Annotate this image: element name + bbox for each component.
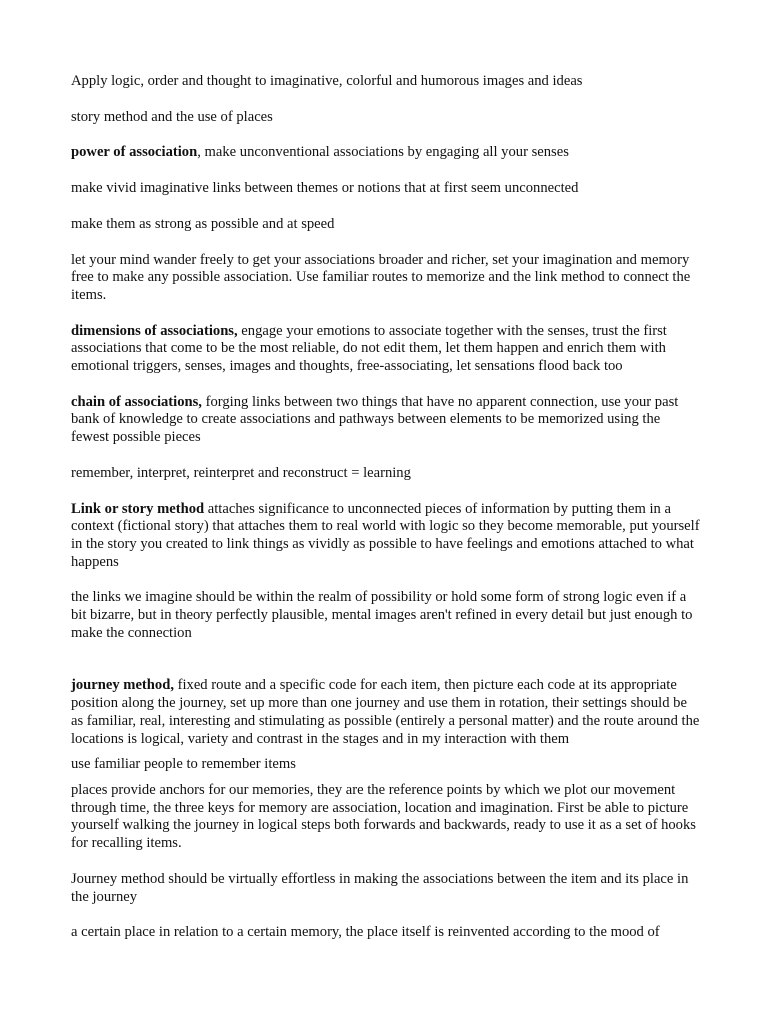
paragraph bbox=[71, 109, 701, 127]
paragraph-text: remember, interpret, reinterpret and reconstruct = learning bbox=[71, 464, 411, 481]
paragraph bbox=[71, 144, 701, 162]
paragraph-text: make vivid imaginative links between themes or notions that at first seem unconnected bbox=[71, 180, 579, 197]
paragraph-text: places provide anchors for our memories, they are the reference points by which we plot our movement through time, the three keys for memory are association, location and imagination. First be able to picture yourself walking the journey in logical steps both forwards and backwards, ready to use it as a set of hooks for recalling items. bbox=[71, 781, 696, 852]
paragraph-text: make them as strong as possible and at speed bbox=[71, 215, 335, 232]
paragraph bbox=[71, 180, 701, 198]
paragraph bbox=[71, 216, 701, 234]
paragraph-text: a certain place in relation to a certain memory, the place itself is reinvented according to the mood of bbox=[71, 924, 660, 941]
paragraph bbox=[71, 677, 701, 748]
paragraph bbox=[71, 501, 701, 572]
paragraph-lead: chain of associations, bbox=[71, 393, 202, 410]
paragraph bbox=[71, 394, 701, 447]
paragraph bbox=[71, 252, 701, 305]
paragraph-text: forging links between two things that have no apparent connection, use your past bank of knowledge to create associations and pathways between elements to be memorized using the fewest possible pieces bbox=[71, 393, 679, 446]
paragraph-text: story method and the use of places bbox=[71, 108, 273, 125]
paragraph bbox=[71, 871, 701, 906]
paragraph-lead: power of association bbox=[71, 144, 198, 161]
paragraph-text: , make unconventional associations by engaging all your senses bbox=[197, 144, 569, 161]
paragraph-text: the links we imagine should be within the realm of possibility or hold some form of strong logic even if a bit bizarre, but in theory perfectly plausible, mental images aren't refined in every detail but just enough to make the connection bbox=[71, 589, 693, 641]
paragraph-text: let your mind wander freely to get your associations broader and richer, set your imagination and memory free to make any possible association. Use familiar routes to memorize and the link method to connect the items. bbox=[71, 251, 691, 303]
paragraph-text: Apply logic, order and thought to imaginative, colorful and humorous images and ideas bbox=[71, 73, 583, 89]
paragraph-text: use familiar people to remember items bbox=[71, 756, 296, 773]
paragraph bbox=[71, 756, 701, 774]
paragraph-text: fixed route and a specific code for each item, then picture each code at its appropriate position along the journey, set up more than one journey and use them in rotation, their settings should be as familiar, real, interesting and stimulating as possible (entirely a personal matter) and the route around the locations is logical, variety and contrast in the stages and in my interaction with them bbox=[71, 677, 700, 747]
paragraph bbox=[71, 924, 701, 942]
paragraph-lead: journey method, bbox=[71, 677, 174, 694]
paragraph bbox=[71, 323, 701, 376]
paragraph-text: attaches significance to unconnected pieces of information by putting them in a context (fictional story) that attaches them to real world with logic so they become memorable, put yourself in the story you created to link things as vividly as possible to have feelings and emotions attached to what happens bbox=[71, 500, 700, 570]
paragraph-lead: dimensions of associations, bbox=[71, 322, 238, 339]
paragraph bbox=[71, 73, 701, 91]
paragraph bbox=[71, 782, 701, 853]
paragraph-text: Journey method should be virtually effortless in making the associations between the item and its place in the journey bbox=[71, 870, 689, 905]
paragraph-lead: Link or story method bbox=[71, 500, 205, 517]
paragraph bbox=[71, 589, 701, 642]
document-page bbox=[71, 73, 701, 960]
paragraph bbox=[71, 465, 701, 483]
paragraph-text: engage your emotions to associate together with the senses, trust the first associations that come to be the most reliable, do not edit them, let them happen and enrich them with emotional triggers, senses, images and thoughts, free-associating, let sensations flood back too bbox=[71, 322, 667, 375]
